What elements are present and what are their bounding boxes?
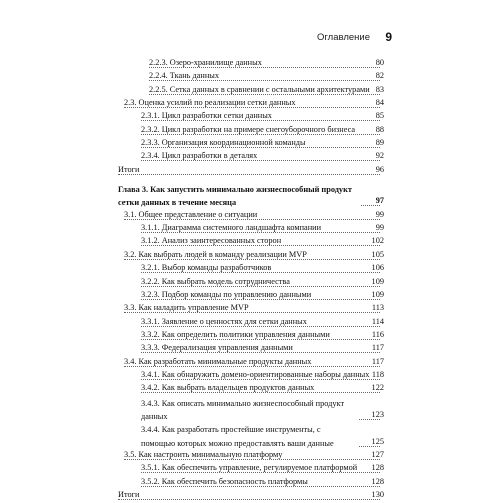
running-head-section: Оглавление [317,32,370,43]
toc-entry-page: 97 [375,196,384,206]
toc-entry-title: 3.5.2. Как обеспечить безопасность платформы [141,476,308,486]
toc-entry[interactable] [0,85,500,98]
toc-entry[interactable] [0,98,500,111]
toc-entry-title: 2.3.1. Цикл разработки сетки данных [141,111,272,121]
toc-entry[interactable] [0,343,500,356]
toc-entry-page: 89 [375,138,384,148]
toc-entry-title: 2.2.5. Сетка данных в сравнении с остальными архитектурами [149,84,370,94]
toc-entry-title: 3.4.3. Как описать минимально жизнеспособный продукт данных [141,397,358,424]
toc-entry-title: 3.5.1. Как обеспечить управление, регулируемое платформой [141,463,358,473]
toc-entry-page: 85 [375,111,384,121]
toc-entry-title: 2.3.2. Цикл разработки на примере снегоуборочного бизнеса [141,124,356,134]
toc-entry-title: 3.4. Как разработать минимальные продукты данных [124,356,312,366]
toc-entry[interactable] [0,383,500,396]
toc-entry-page: 92 [375,151,384,161]
dot-leader [118,174,380,175]
toc-chapter-entry[interactable] [0,183,500,210]
dot-leader [124,219,380,220]
toc-entry[interactable] [0,263,500,276]
toc-entry[interactable] [0,236,500,249]
toc-entry[interactable] [0,58,500,71]
toc-entry-title: 3.2.1. Выбор команды разработчиков [141,263,272,273]
toc-entry-page: 122 [371,383,384,393]
toc-entry[interactable] [0,370,500,383]
dot-leader [124,107,380,108]
dot-leader [141,120,380,121]
toc-entry-page: 128 [371,463,384,473]
page-number: 9 [385,30,392,44]
dot-leader [149,67,380,68]
dot-leader [141,326,380,327]
toc-entry-title: 2.2.4. Ткань данных [149,71,219,81]
dot-leader [141,486,380,487]
toc-entry-page: 106 [371,263,384,273]
toc-entry-page: 123 [371,409,384,419]
dot-leader [141,339,380,340]
dot-leader [141,352,380,353]
toc-entry-title: 2.3. Оценка усилий по реализации сетки данных [124,98,296,108]
toc-entry-title: 3.2. Как выбрать людей в команду реализации MVP [124,249,307,259]
toc-entry-title: 2.3.3. Организация координационной команды [141,138,306,148]
dot-leader [141,134,380,135]
toc-entry[interactable] [0,303,500,316]
toc-entry-page: 102 [371,236,384,246]
toc-entry-page: 82 [375,71,384,81]
toc-entry-title: 3.1.1. Диаграмма системного ландшафта компании [141,223,322,233]
toc-entry[interactable] [0,330,500,343]
dot-leader [149,94,380,95]
toc-entry[interactable] [0,125,500,138]
toc-entry[interactable] [0,250,500,263]
toc-entry[interactable] [0,397,500,424]
toc-entry[interactable] [0,210,500,223]
toc-entry-page: 83 [375,84,384,94]
toc-entry[interactable] [0,277,500,290]
toc-entry-title: 3.2.3. Подбор команды по управлению данными [141,289,312,299]
dot-leader [124,366,380,367]
toc-entry[interactable] [0,138,500,151]
toc-entry[interactable] [0,71,500,84]
toc-entry-title: Глава 3. Как запустить минимально жизнеспособный продукт сетки данных в течение месяца [118,183,360,210]
toc-entry[interactable] [0,317,500,330]
dot-leader [141,392,380,393]
toc-entry-page: 99 [375,223,384,233]
toc-entry[interactable] [0,165,500,178]
dot-leader [141,379,380,380]
toc-entry-page: 130 [371,490,384,499]
dot-leader [141,472,380,473]
toc-entry[interactable] [0,490,500,503]
toc-entry-title: 3.1. Общее представление о ситуации [124,209,258,219]
toc-entry-page: 117 [371,343,384,353]
toc-entry-title: Итоги [118,490,140,499]
dot-leader [124,312,380,313]
toc-entry-title: 3.4.4. Как разработать простейшие инструменты, с помощью которых можно предоставлять ваши данные [141,423,358,450]
dot-leader [141,160,380,161]
toc-entry-title: 3.1.2. Анализ заинтересованных сторон [141,236,282,246]
toc-entry-title: 2.3.4. Цикл разработки в деталях [141,151,258,161]
toc-entry-page: 114 [371,316,384,326]
toc-entry-page: 109 [371,276,384,286]
page-header [0,30,500,46]
toc-entry-page: 109 [371,289,384,299]
dot-leader [124,259,380,260]
toc-entry-page: 127 [371,449,384,459]
toc-entry[interactable] [0,357,500,370]
toc-entry-title: 3.3. Как наладить управление MVP [124,303,249,313]
dot-leader [141,299,380,300]
dot-leader [141,286,380,287]
dot-leader [141,272,380,273]
toc-entry-page: 88 [375,124,384,134]
toc-entry-page: 84 [375,98,384,108]
toc-entry[interactable] [0,111,500,124]
toc-entry-page: 118 [371,369,384,379]
toc-entry-page: 80 [375,58,384,67]
toc-entry[interactable] [0,223,500,236]
toc-entry-title: 3.3.1. Заявление о ценностях для сетки данных [141,316,307,326]
toc-entry-page: 99 [375,209,384,219]
toc-entry[interactable] [0,423,500,450]
toc-entry-title: 3.3.2. Как определить политики управления данными [141,329,330,339]
toc-entry-page: 117 [371,356,384,366]
toc-entry[interactable] [0,151,500,164]
dot-leader [141,147,380,148]
toc-entry-page: 105 [371,249,384,259]
dot-leader [141,232,380,233]
toc-entry-title: 3.2.2. Как выбрать модель сотрудничества [141,276,290,286]
toc-entry-title: 3.5. Как настроить минимальную платформу [124,449,283,459]
table-of-contents [0,58,500,503]
toc-entry[interactable] [0,450,500,463]
dot-leader [141,245,380,246]
toc-entry-page: 128 [371,476,384,486]
toc-entry[interactable] [0,463,500,476]
toc-entry[interactable] [0,290,500,303]
toc-entry-title: 2.2.3. Озеро-хранилище данных [149,58,262,67]
dot-leader [149,80,380,81]
dot-leader [124,459,380,460]
toc-entry-title: Итоги [118,164,140,174]
toc-entry-title: 3.3.3. Федерализация управления данными [141,343,293,353]
toc-entry-page: 113 [371,303,384,313]
toc-entry-title: 3.4.1. Как обнаружить домено-ориентированные наборы данных [141,369,370,379]
toc-entry-page: 125 [371,436,384,446]
toc-entry[interactable] [0,477,500,490]
toc-entry-page: 116 [371,329,384,339]
toc-entry-page: 96 [375,164,384,174]
toc-entry-title: 3.4.2. Как выбрать владельцев продуктов данных [141,383,315,393]
